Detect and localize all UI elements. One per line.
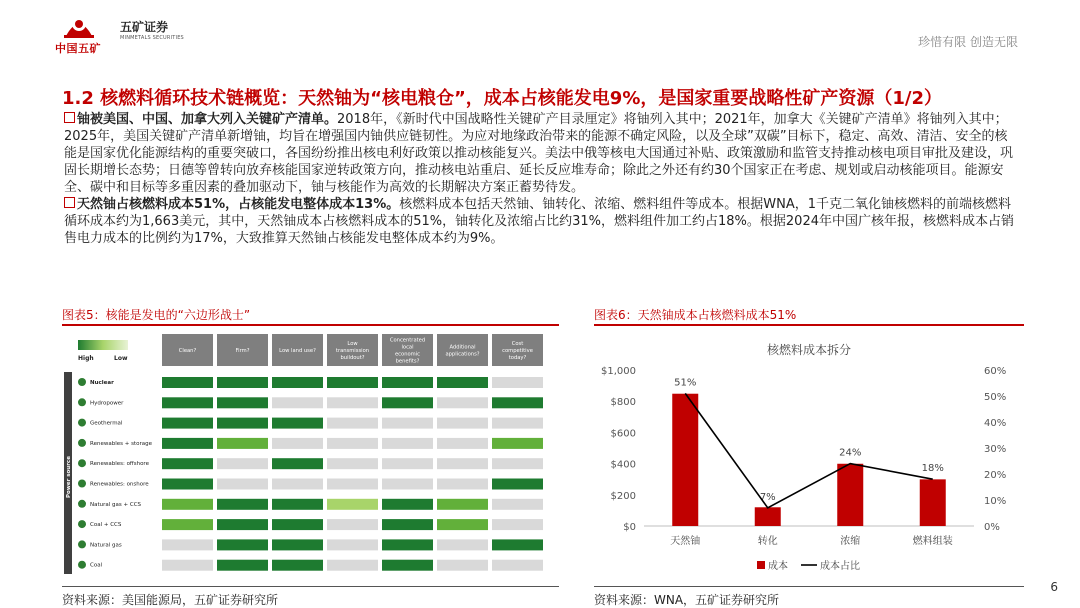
caption-divider — [62, 324, 559, 326]
column-header: Cost competitive today? — [502, 341, 533, 361]
figure5-caption: 图表5：核能是发电的“六边形战士” — [62, 308, 251, 322]
matrix-cell — [492, 499, 543, 510]
y-left-tick: $600 — [610, 428, 636, 440]
matrix-cell — [492, 479, 543, 490]
y-right-tick: 0% — [984, 522, 1000, 533]
matrix-cell — [437, 519, 488, 530]
source-divider — [62, 586, 559, 587]
matrix-cell — [382, 560, 433, 571]
source-icon — [78, 540, 86, 548]
y-right-tick: 10% — [984, 496, 1007, 507]
matrix-cell — [492, 539, 543, 550]
matrix-cell — [382, 499, 433, 510]
slogan: 珍惜有限 创造无限 — [918, 35, 1018, 49]
row-label: Natural gas — [90, 542, 122, 549]
matrix-cell — [382, 438, 433, 449]
bar-燃料组装 — [920, 479, 946, 526]
source-icon — [78, 459, 86, 467]
row-label: Coal — [90, 562, 103, 569]
matrix-cell — [327, 560, 378, 571]
matrix-cell — [437, 418, 488, 429]
caption-divider — [594, 324, 1024, 326]
logo-text: 中国五矿 — [55, 42, 101, 55]
row-label: Nuclear — [90, 380, 114, 386]
matrix-cell — [382, 377, 433, 388]
bullet-square-icon — [64, 112, 75, 123]
matrix-cell — [382, 458, 433, 469]
matrix-cell — [437, 377, 488, 388]
y-left-tick: $0 — [623, 522, 636, 533]
column-header: Clean? — [178, 348, 197, 354]
cost-breakdown-chart — [594, 330, 1024, 582]
y-left-tick: $400 — [610, 459, 636, 471]
matrix-cell — [272, 438, 323, 449]
paragraph-lead: 铀被美国、中国、加拿大列入关键矿产清单。 — [77, 112, 338, 127]
matrix-cell — [492, 377, 543, 388]
matrix-cell — [272, 479, 323, 490]
matrix-cell — [162, 499, 213, 510]
bar-浓缩 — [837, 464, 863, 526]
matrix-cell — [217, 479, 268, 490]
figure6-caption: 图表6：天然铀成本占核燃料成本51% — [594, 308, 797, 322]
x-tick-label: 燃料组装 — [912, 536, 953, 547]
source-icon — [78, 561, 86, 569]
matrix-cell — [217, 519, 268, 530]
row-label: Renewables: offshore — [90, 461, 149, 468]
matrix-cell — [492, 458, 543, 469]
matrix-cell — [382, 418, 433, 429]
row-label: Hydropower — [90, 400, 124, 407]
matrix-cell — [217, 458, 268, 469]
slide-title: 1.2 核燃料循环技术链概览：天然铀为“核电粮仓”，成本占核能发电9%，是国家重要战略性矿产资源（1/2） — [62, 88, 942, 109]
legend-bar-swatch — [757, 561, 765, 569]
matrix-cell — [437, 479, 488, 490]
matrix-cell — [162, 519, 213, 530]
x-tick-label: 天然铀 — [670, 536, 701, 547]
matrix-cell — [382, 479, 433, 490]
matrix-cell — [437, 539, 488, 550]
matrix-cell — [217, 539, 268, 550]
source-icon — [78, 520, 86, 528]
matrix-cell — [162, 418, 213, 429]
matrix-cell — [162, 539, 213, 550]
share-line — [685, 393, 933, 507]
column-header: Concentrated local economic benefits? — [389, 337, 426, 365]
data-label: 24% — [839, 447, 862, 459]
matrix-cell — [327, 519, 378, 530]
matrix-cell — [327, 377, 378, 388]
x-tick-label: 浓缩 — [840, 536, 861, 547]
matrix-cell — [492, 519, 543, 530]
column-header: Firm? — [235, 348, 250, 354]
y-right-tick: 60% — [984, 366, 1007, 377]
matrix-cell — [437, 397, 488, 408]
row-label: Renewables: onshore — [90, 481, 149, 488]
y-left-tick: $200 — [610, 490, 636, 502]
bar-天然铀 — [672, 394, 698, 526]
matrix-cell — [217, 499, 268, 510]
chart-title: 核燃料成本拆分 — [766, 343, 852, 357]
brand-name-en: MINMETALS SECURITIES — [120, 35, 184, 41]
matrix-cell — [327, 479, 378, 490]
matrix-cell — [492, 397, 543, 408]
matrix-cell — [382, 397, 433, 408]
source-icon — [78, 439, 86, 447]
matrix-cell — [327, 458, 378, 469]
y-right-tick: 40% — [984, 418, 1007, 429]
legend-low-label: Low — [114, 355, 128, 362]
column-header: Additional applications? — [445, 344, 480, 358]
matrix-cell — [217, 560, 268, 571]
legend-gradient — [78, 340, 128, 350]
matrix-cell — [217, 438, 268, 449]
matrix-cell — [272, 397, 323, 408]
matrix-cell — [217, 377, 268, 388]
matrix-cell — [272, 539, 323, 550]
matrix-cell — [272, 458, 323, 469]
matrix-cell — [162, 438, 213, 449]
matrix-cell — [162, 479, 213, 490]
matrix-cell — [162, 377, 213, 388]
matrix-cell — [492, 438, 543, 449]
column-header: Low transmission buildout? — [335, 341, 370, 361]
figure5-source: 资料来源：美国能源局，五矿证券研究所 — [62, 593, 279, 607]
x-tick-label: 转化 — [757, 536, 778, 547]
matrix-cell — [437, 458, 488, 469]
matrix-cell — [327, 438, 378, 449]
matrix-cell — [272, 560, 323, 571]
matrix-cell — [272, 418, 323, 429]
legend-bar-label: 成本 — [768, 561, 788, 572]
brand-name: 五矿证券 — [120, 20, 169, 34]
matrix-cell — [437, 560, 488, 571]
matrix-cell — [162, 397, 213, 408]
data-label: 18% — [921, 463, 944, 475]
y-left-tick: $800 — [610, 397, 636, 409]
row-label: Natural gas + CCS — [90, 501, 142, 508]
source-icon — [78, 500, 86, 508]
legend-high-label: High — [78, 355, 94, 362]
matrix-cell — [162, 458, 213, 469]
page-number: 6 — [1050, 580, 1058, 594]
paragraph-lead: 天然铀占核燃料成本51%，占核能发电整体成本13%。 — [77, 197, 400, 212]
matrix-cell — [272, 377, 323, 388]
row-label: Coal + CCS — [90, 522, 122, 529]
matrix-cell — [382, 519, 433, 530]
bullet-square-icon — [64, 197, 75, 208]
matrix-cell — [382, 539, 433, 550]
matrix-cell — [272, 519, 323, 530]
source-divider — [594, 586, 1024, 587]
data-label: 7% — [759, 491, 776, 503]
legend-line-label: 成本占比 — [820, 561, 860, 572]
matrix-cell — [272, 499, 323, 510]
paragraph-text: 核燃料成本包括天然铀、铀转化、浓缩、燃料组件等成本。根据WNA，1千克二氧化铀核燃料的前端核燃料循环成本约为1,663美元，其中，天然铀成本占核燃料成本的51%，铀转化及浓缩占比约31%，燃料组件加工约占18%。根据2024年中国广核年报，核燃料成本占销售电力成本的比例约为17%，大致推算天然铀占核能发电整体成本约为9%。 — [64, 197, 1014, 246]
matrix-cell — [327, 499, 378, 510]
row-label: Geothermal — [90, 420, 123, 427]
matrix-cell — [327, 539, 378, 550]
matrix-cell — [162, 560, 213, 571]
matrix-cell — [437, 438, 488, 449]
body-text — [64, 111, 1016, 247]
side-label: Power source — [66, 456, 72, 498]
y-left-tick: $1,000 — [601, 366, 636, 377]
y-right-tick: 50% — [984, 392, 1007, 403]
row-label: Renewables + storage — [90, 440, 152, 447]
matrix-cell — [492, 418, 543, 429]
matrix-cell — [217, 418, 268, 429]
matrix-cell — [437, 499, 488, 510]
y-right-tick: 20% — [984, 470, 1007, 481]
source-icon — [78, 378, 86, 386]
source-icon — [78, 398, 86, 406]
paragraph — [64, 196, 1016, 247]
matrix-cell — [492, 560, 543, 571]
source-icon — [78, 419, 86, 427]
matrix-cell — [327, 418, 378, 429]
column-header: Low land use? — [279, 348, 316, 354]
matrix-cell — [327, 397, 378, 408]
bar-转化 — [755, 507, 781, 526]
source-icon — [78, 480, 86, 488]
power-source-matrix — [62, 330, 559, 582]
paragraph-text: 2018年，《新时代中国战略性关键矿产目录厘定》将铀列入其中；2021年，加拿大《关键矿产清单》将铀列入其中；2025年，美国关键矿产清单新增铀，均旨在增强国内铀供应链韧性。为应对地缘政治带来的能源不确定风险，以及全球”双碳”目标下，稳定、高效、清洁、安全的核能是国家优化能源结构的重要突破口，各国纷纷推出核电利好政策以推动核能复兴。美法中俄等核电大国通过补贴、政策激励和监管支持推动核电项目审批及建设，巩固长期增长态势；日德等曾转向放弃核能国家逆转政策方向，推动核电站重启、延长反应堆寿命；除此之外还有约30个国家正在考虑、规划或启动核能项目。能源安全、碳中和目标等多重因素的叠加驱动下，铀与核能作为高效的长期解决方案正蓄势待发。 — [64, 112, 1014, 195]
matrix-cell — [217, 397, 268, 408]
data-label: 51% — [674, 377, 697, 389]
logo-icon — [62, 10, 96, 40]
y-right-tick: 30% — [984, 444, 1007, 455]
figure6-source: 资料来源：WNA，五矿证券研究所 — [594, 593, 780, 607]
paragraph — [64, 111, 1016, 196]
